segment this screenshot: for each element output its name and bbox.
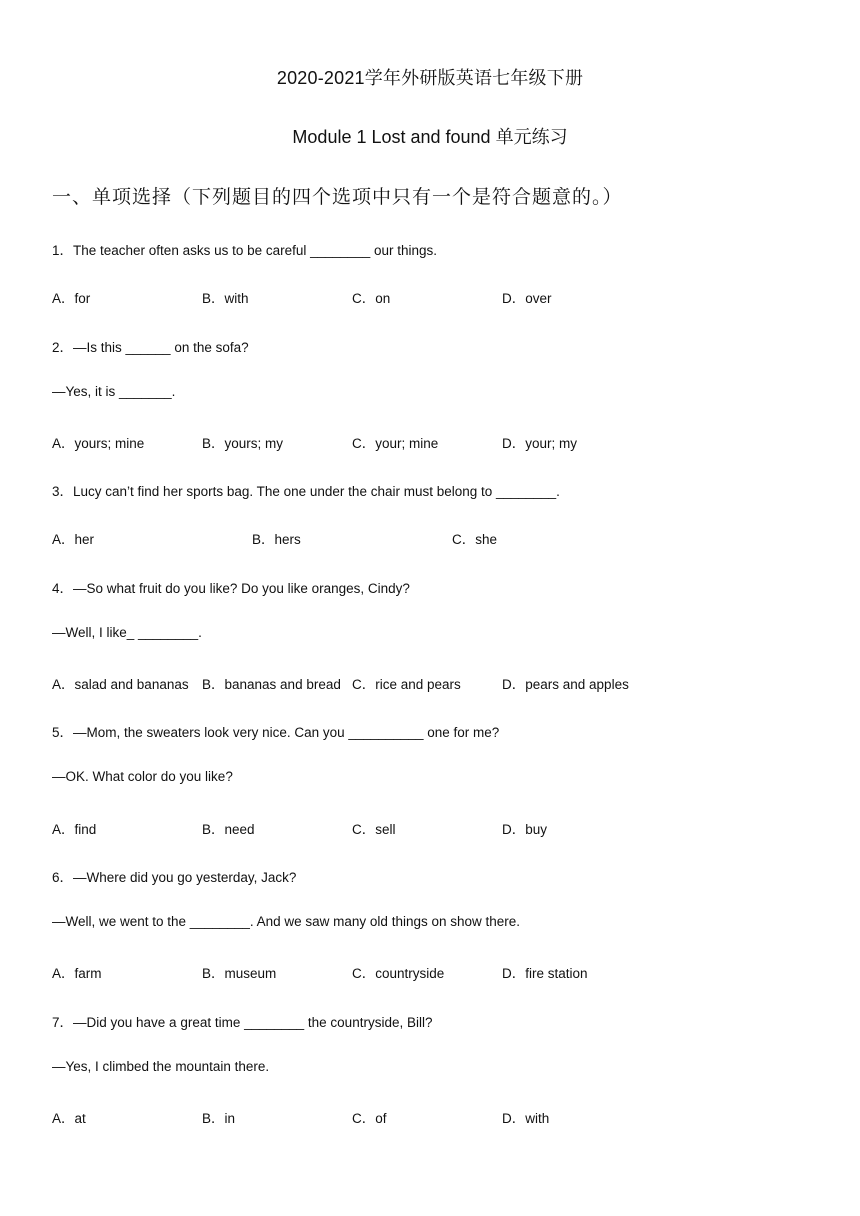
document-title: 2020-2021学年外研版英语七年级下册 [276, 68, 584, 88]
option-c: C．she [452, 532, 498, 547]
question-5-stem: 5．—Mom, the sweaters look very nice. Can you __________ one for me? [52, 725, 500, 740]
option-d: D．pears and apples [502, 677, 629, 692]
option-c: C．rice and pears [352, 677, 461, 692]
option-c: C．your; mine [352, 436, 439, 451]
option-c: C．sell [352, 822, 396, 837]
option-a: A．salad and bananas [52, 677, 189, 692]
option-b: B．hers [252, 532, 301, 547]
option-d: D．over [502, 291, 552, 306]
option-d: D．fire station [502, 966, 588, 981]
question-6-options [52, 962, 812, 982]
option-c: C．on [352, 291, 391, 306]
option-b: B．bananas and bread [202, 677, 341, 692]
option-a: A．her [52, 532, 95, 547]
option-a: A．find [52, 822, 97, 837]
question-4-reply: —Well, I like_ ________. [52, 625, 202, 640]
option-b: B．need [202, 822, 255, 837]
question-5-reply: —OK. What color do you like? [52, 769, 233, 784]
option-c: C．of [352, 1111, 387, 1126]
section-heading: 一、单项选择（下列题目的四个选项中只有一个是符合题意的。） [52, 186, 623, 208]
option-b: B．yours; my [202, 436, 284, 451]
option-b: B．with [202, 291, 249, 306]
question-4-stem: 4．—So what fruit do you like? Do you like oranges, Cindy? [52, 581, 410, 596]
option-a: A．farm [52, 966, 102, 981]
option-a: A．at [52, 1111, 86, 1126]
question-2-reply: —Yes, it is _______. [52, 384, 176, 399]
option-d: D．with [502, 1111, 550, 1126]
option-c: C．countryside [352, 966, 445, 981]
option-a: A．yours; mine [52, 436, 145, 451]
option-b: B．in [202, 1111, 236, 1126]
question-6-stem: 6．—Where did you go yesterday, Jack? [52, 870, 297, 885]
question-7-options [52, 1107, 812, 1127]
question-6-reply: —Well, we went to the ________. And we saw many old things on show there. [52, 914, 521, 929]
question-4-options [52, 673, 812, 693]
option-a: A．for [52, 291, 91, 306]
question-7-reply: —Yes, I climbed the mountain there. [52, 1059, 270, 1074]
document-subtitle: Module 1 Lost and found 单元练习 [292, 127, 568, 147]
option-b: B．museum [202, 966, 277, 981]
question-3-stem: 3．Lucy can’t find her sports bag. The one under the chair must belong to ________. [52, 484, 560, 499]
question-2-options [52, 432, 812, 452]
question-5-options [52, 818, 812, 838]
question-7-stem: 7．—Did you have a great time ________ the countryside, Bill? [52, 1015, 433, 1030]
option-d: D．buy [502, 822, 548, 837]
option-d: D．your; my [502, 436, 578, 451]
question-1-stem: 1．The teacher often asks us to be careful ________ our things. [52, 243, 437, 258]
question-1-options [52, 287, 812, 307]
question-3-options [52, 528, 812, 548]
question-2-stem: 2．—Is this ______ on the sofa? [52, 340, 249, 355]
